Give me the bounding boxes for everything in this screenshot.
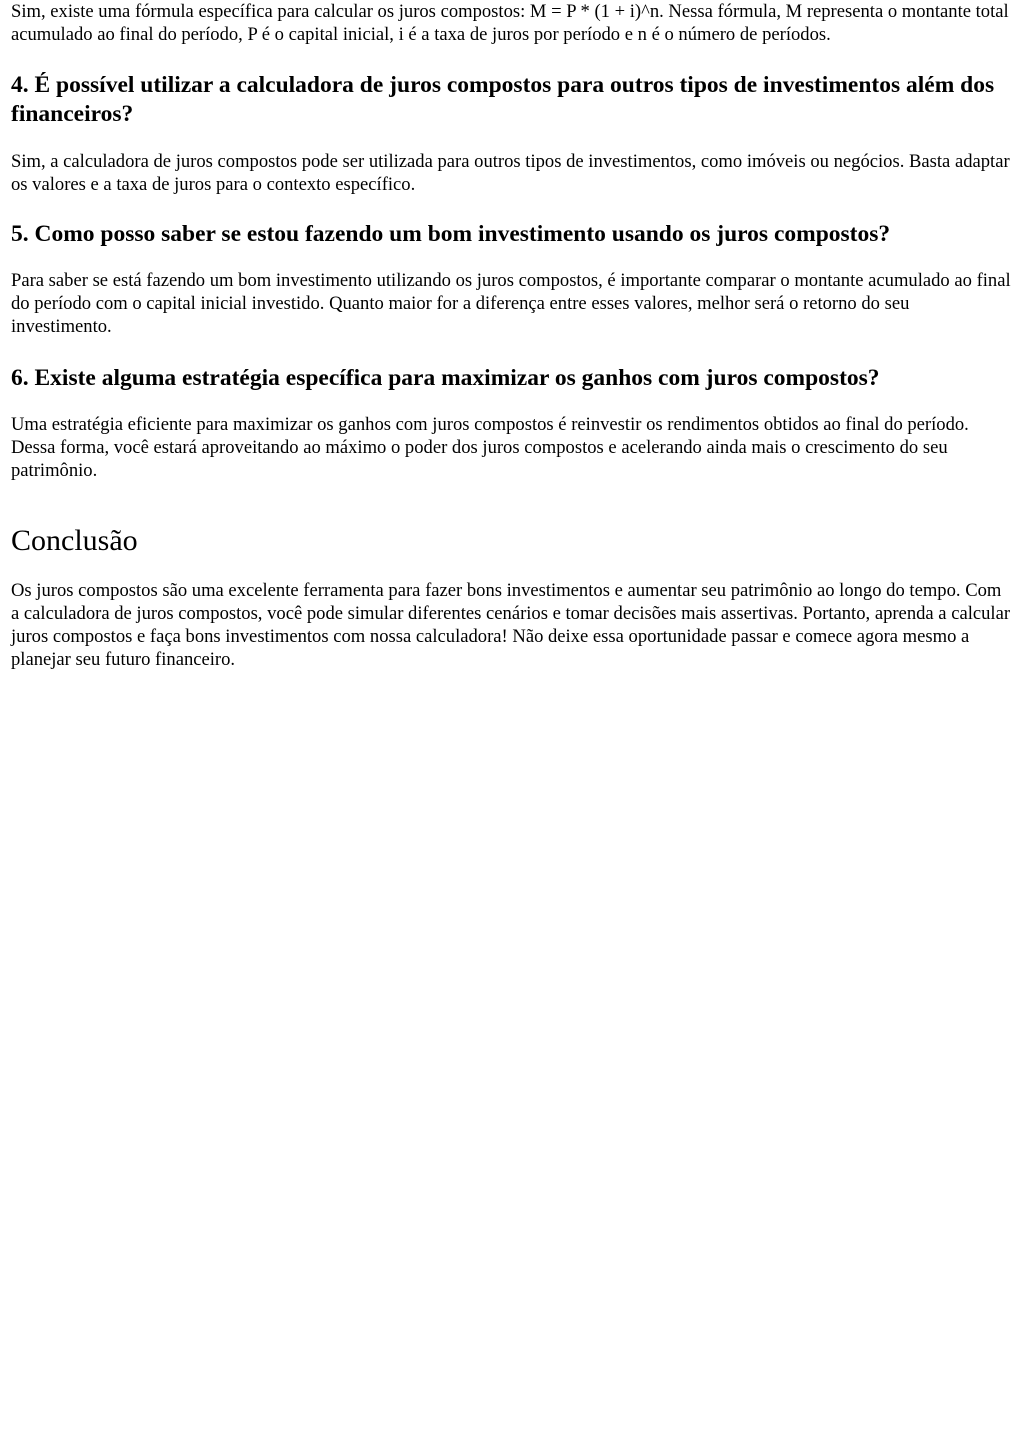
conclusion-heading: Conclusão [11, 524, 138, 557]
article-body [0, 0, 1024, 671]
faq-question-6: 6. Existe alguma estratégia específica para maximizar os ganhos com juros compostos? [11, 365, 880, 391]
faq-question-5: 5. Como posso saber se estou fazendo um bom investimento usando os juros compostos? [11, 221, 891, 247]
faq-answer-6: Uma estratégia eficiente para maximizar os ganhos com juros compostos é reinvestir os rendimentos obtidos ao final do período. Dessa forma, você estará aproveitando ao máximo o poder dos juros compostos e acelerando ainda mais o crescimento do seu patrimônio. [11, 414, 969, 481]
faq-answer-4: Sim, a calculadora de juros compostos pode ser utilizada para outros tipos de investimentos, como imóveis ou negócios. Basta adaptar os valores e a taxa de juros para o contexto específico. [11, 151, 1010, 195]
faq-question-4: 4. É possível utilizar a calculadora de juros compostos para outros tipos de investimentos além dos financeiros? [11, 72, 995, 127]
faq-answer-5: Para saber se está fazendo um bom investimento utilizando os juros compostos, é importante comparar o montante acumulado ao final do período com o capital inicial investido. Quanto maior for a diferença entre esses valores, melhor será o retorno do seu investimento. [11, 270, 1011, 337]
formula-answer-paragraph: Sim, existe uma fórmula específica para calcular os juros compostos: M = P * (1 + i)^n. Nessa fórmula, M representa o montante total acumulado ao final do período, P é o capital inicial, i é a taxa de juros por período e n é o número de períodos. [11, 1, 1009, 45]
conclusion-paragraph: Os juros compostos são uma excelente ferramenta para fazer bons investimentos e aumentar seu patrimônio ao longo do tempo. Com a calculadora de juros compostos, você pode simular diferentes cenários e tomar decisões mais assertivas. Portanto, aprenda a calcular juros compostos e faça bons investimentos com nossa calculadora! Não deixe essa oportunidade passar e comece agora mesmo a planejar seu futuro financeiro. [11, 580, 1011, 670]
